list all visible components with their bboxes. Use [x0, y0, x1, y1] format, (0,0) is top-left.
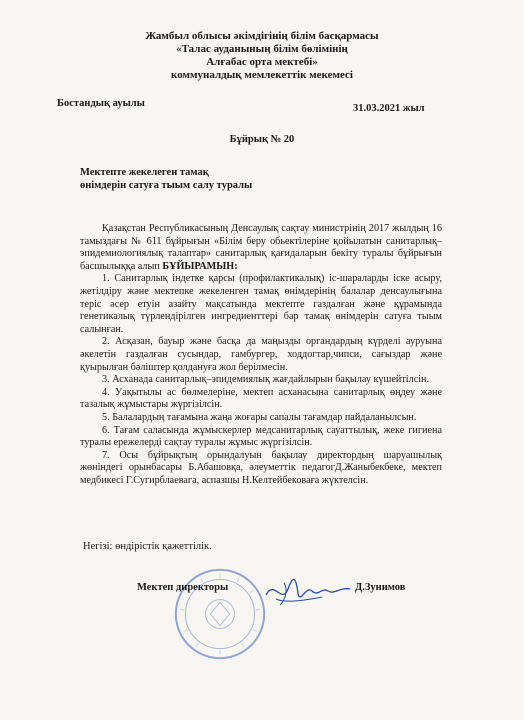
director-signature	[262, 575, 354, 611]
place: Бостандық ауылы	[57, 98, 145, 109]
header-line-1: Жамбыл облысы әкімдігінің білім басқармасы	[145, 30, 379, 42]
order-command: БҰЙЫРАМЫН:	[162, 260, 238, 272]
order-item-4: 4. Уақытылы ас бөлмелеріне, мектеп асханасына санитарлық өңдеу және тазалық жұмыстары жүргізілсін.	[80, 386, 442, 411]
date: 31.03.2021 жыл	[353, 103, 425, 114]
header-line-3: Алғабас орта мектебі»	[206, 56, 318, 68]
intro-text: Қазақстан Республикасының Денсаулық сақтау министрінің 2017 жылдың 16 тамыздағы № 611 бұйрығын «Білім беру обьектілеріне қойылатын санитарлық–эпидемиологиялық талаптар» санитарлық қағидаларын бекіту туралы бұйрығын басшылыққа алып	[80, 223, 442, 272]
header-line-2: «Талас ауданының білім бөлімінің	[176, 43, 348, 55]
signature-name: Д.Зунимов	[355, 582, 406, 593]
order-body	[80, 223, 442, 487]
basis-line: Негізі: өндірістік қажеттілік.	[83, 541, 212, 552]
order-item-1: 1. Санитарлық індетке қарсы (профилактикалық) іс-шараларды іске асыру, жетілдіру және мектепке жекеленген тамақ өнімдерінің балалар денсаулығына теріс әсер етуін азайту мақсатында мектепте газдалған және құрамында генетикалық түрлендірілген ингредиенттері бар тамақ өнімдерін сатуға тыым салынған.	[80, 273, 442, 335]
subject-line-2: өнімдерін сатуға тыым салу туралы	[80, 180, 253, 191]
order-item-3: 3. Асханада санитарлық–эпидемиялық жағдайлырын бақылау күшейтілсін.	[102, 374, 430, 386]
order-title: Бұйрық № 20	[229, 134, 295, 145]
order-item-7: 7. Осы бұйрықтың орындалуын бақылау директордың шаруашылық жөніндегі орынбасары Б.Абашовқа, әлеуметтік педагогД.Жаныбекбеке, мектеп медбикесі Г.Сугирблаевага, аспазшы Н.Келтейбековаға жүктелсін.	[80, 449, 442, 486]
order-item-5: 5. Балалардың тағамына жаңа жоғары сапалы тағамдар пайдаланылсын.	[102, 411, 417, 423]
signature-role: Мектеп директоры	[137, 582, 229, 593]
header-line-4: коммуналдық мемлекеттік мекемесі	[171, 69, 353, 81]
intro-paragraph	[80, 223, 442, 273]
official-stamp	[172, 566, 268, 662]
order-item-6: 6. Тағам саласында жұмыскерлер медсанитарлық сауаттылық, жеке гигиена туралы ережелерді сақтау туралы жұмыс жүргізілсін.	[80, 424, 442, 449]
order-item-2: 2. Асқазан, бауыр және басқа да маңызды органдардың күрделі ауруына әкелетін газдалған сусындар, гамбургер, ходдогтар,чипси, сағыздар және қуырылған бәліштер қолдануға жол берілмесін.	[80, 336, 442, 373]
subject-line-1: Мектепте жекелеген тамақ	[80, 167, 209, 178]
